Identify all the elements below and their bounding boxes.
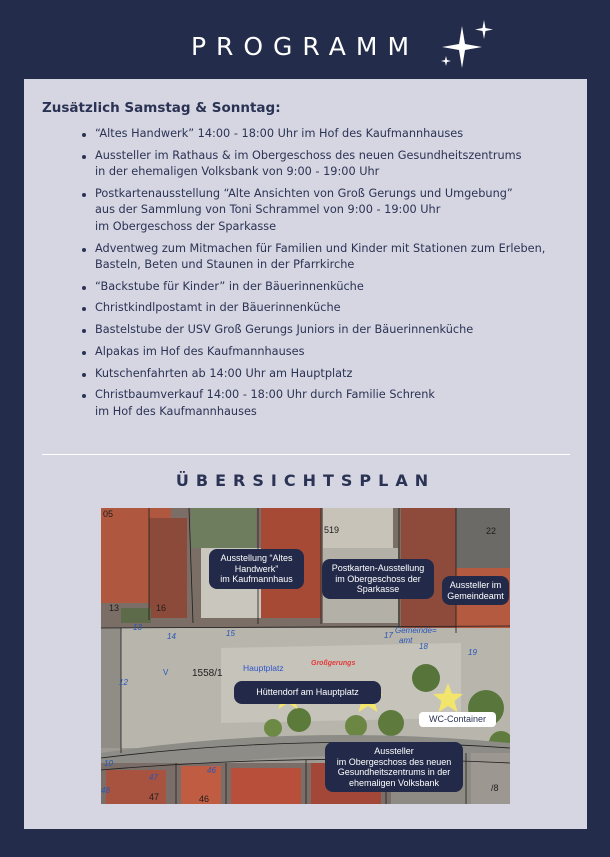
plot-number: 47 [149,773,158,782]
plot-label: amt [399,636,413,645]
map-label-gesundheitszentrum: Aussteller im Obergeschoss des neuen Gesundheitszentrums in der ehemaligen Volksbank [325,742,463,792]
map-label-gemeindeamt: Aussteller im Gemeindeamt [442,576,509,605]
divider [42,454,570,455]
map-label-huettendorf: Hüttendorf am Hauptplatz [234,681,381,704]
plot-number: 12 [119,678,128,687]
page-title: PROGRAMM [190,32,420,61]
program-list [82,126,572,425]
plot-number: 05 [103,509,114,519]
list-item: Bastelstube der USV Groß Gerungs Juniors in der Bäuerinnenküche [82,322,572,339]
overview-map [101,508,510,804]
plot-number: 17 [384,631,393,640]
plot-number: 14 [167,632,176,641]
map-label-wc-container: WC-Container [419,712,496,727]
plot-number: 18 [419,642,428,651]
list-item: Postkartenausstellung “Alte Ansichten von Groß Gerungs und Umgebung” aus der Sammlung von Toni Schrammel von 9:00 - 19:00 Uhr im Obergeschoss der Sparkasse [82,186,572,236]
weekend-subtitle: Zusätzlich Samstag & Sonntag: [42,100,281,116]
plot-number: 13 [133,623,142,632]
list-item: Christbaumverkauf 14:00 - 18:00 Uhr durch Familie Schrenk im Hof des Kaufmannhauses [82,387,572,420]
plot-number: 46 [199,794,210,804]
plot-number: 46 [207,766,216,775]
plot-number: /8 [491,783,499,793]
plot-number: 15 [226,629,235,638]
star-icon [432,682,464,714]
plot-number: 16 [156,603,167,613]
town-name: Großgerungs [311,660,356,667]
plot-label: Gemeinde= [395,626,437,635]
map-label-postkarten: Postkarten-Ausstellung im Obergeschoss der Sparkasse [322,559,434,599]
map-label-altes-handwerk: Ausstellung “Altes Handwerk” im Kaufmannhaus [209,549,304,589]
plot-number: 48 [101,786,110,795]
list-item: Adventweg zum Mitmachen für Familien und Kinder mit Stationen zum Erleben, Basteln, Beten und Staunen in der Pfarrkirche [82,241,572,274]
list-item: Aussteller im Rathaus & im Obergeschoss des neuen Gesundheitszentrums in der ehemaligen Volksbank von 9:00 - 19:00 Uhr [82,148,572,181]
plot-number: 1558/1 [192,668,223,679]
list-item: “Backstube für Kinder” in der Bäuerinnenküche [82,279,572,296]
plot-number: 22 [486,526,497,536]
program-panel [24,79,587,829]
plot-number: V [163,668,169,677]
plot-number: 10 [104,759,113,768]
plot-number: 47 [149,792,160,802]
list-item: Alpakas im Hof des Kaufmannhauses [82,344,572,361]
plot-number: 519 [324,525,340,535]
plot-number: 19 [468,648,477,657]
list-item: Kutschenfahrten ab 14:00 Uhr am Hauptplatz [82,366,572,383]
list-item: “Altes Handwerk” 14:00 - 18:00 Uhr im Hof des Kaufmannhauses [82,126,572,143]
sparkle-icon [438,18,496,70]
plot-number: 13 [109,603,120,613]
section-title-overview-map: ÜBERSICHTSPLAN [175,471,436,490]
street-name: Hauptplatz [243,663,284,673]
list-item: Christkindlpostamt in der Bäuerinnenküche [82,300,572,317]
